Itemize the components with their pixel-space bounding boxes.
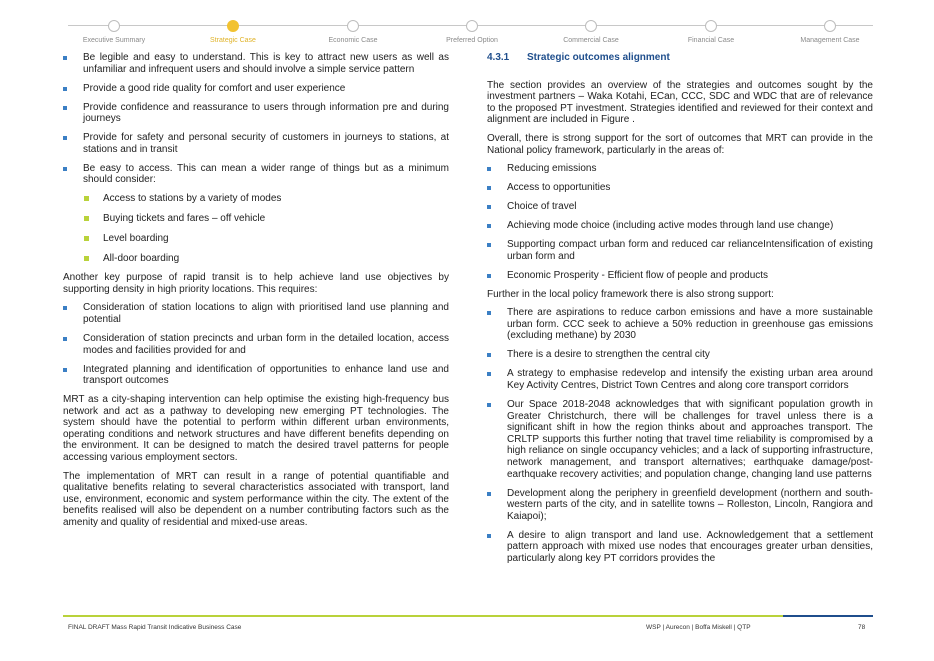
sub-bullet-icon [84, 236, 89, 241]
bullet-icon [487, 186, 491, 190]
bullet-icon [487, 492, 491, 496]
list-item [487, 488, 873, 523]
bullet-icon [63, 167, 67, 171]
list-item [487, 182, 873, 194]
step-label: Economic Case [328, 37, 378, 44]
list-item-text: Economic Prosperity - Efficient flow of people and products [507, 269, 769, 281]
section-title: Strategic outcomes alignment [527, 52, 670, 63]
list-item [63, 132, 449, 155]
nav-step-strategic-case[interactable] [173, 18, 293, 44]
paragraph: Further in the local policy framework there is also strong support: [487, 288, 774, 300]
nav-step-preferred-option[interactable] [412, 18, 532, 44]
sub-list-item-text: Access to stations by a variety of modes [103, 192, 282, 204]
list-item-text: Provide for safety and personal security of customers in journeys to stations, at stations and in transit [83, 132, 449, 155]
paragraph: The section provides an overview of the strategies and outcomes sought by the investment partners – Waka Kotahi, ECan, CCC, SDC and WDC that are of relevance to the proposed PT investment. Strategies identified and reviewed for their context and alignment are included in Figure . [487, 79, 873, 126]
list-item-text: Integrated planning and identification of opportunities to enhance land use and transport outcomes [83, 363, 449, 387]
bullet-icon [487, 224, 491, 228]
nav-step-commercial-case[interactable] [531, 18, 651, 44]
sub-list-item [83, 253, 449, 265]
bullet-icon [487, 534, 491, 538]
list-item-text: Be easy to access. This can mean a wider range of things but as a minimum should consider: [83, 162, 449, 186]
list-item [63, 364, 449, 387]
step-dot-active [227, 20, 239, 32]
paragraph: Another key purpose of rapid transit is to help achieve land use objectives by supporting density in high priority locations. This requires: [63, 272, 449, 295]
list-item-text: Consideration of station locations to align with prioritised land use planning and potential [83, 302, 449, 325]
list-item-text: Consideration of station precincts and urban form in the detailed location, access modes and facilities provided for and [83, 332, 449, 356]
bullet-icon [63, 136, 67, 140]
list-item [487, 270, 873, 282]
sub-bullet-icon [84, 216, 89, 221]
list-item-text: Be legible and easy to understand. This is key to attract new users as well as unfamiliar and infrequent users and should involve a simple service pattern [83, 52, 449, 75]
list-item [487, 368, 873, 391]
nav-step-executive-summary[interactable] [54, 18, 174, 44]
paragraph: Overall, there is strong support for the sort of outcomes that MRT can provide in the National policy framework, particularly in the areas of: [487, 132, 873, 156]
sub-bullet-icon [84, 196, 89, 201]
list-item-text: Provide a good ride quality for comfort and user experience [83, 82, 346, 94]
bullet-icon [63, 306, 67, 310]
list-item [63, 52, 449, 75]
list-item-text: Supporting compact urban form and reduced car relianceIntensification of existing urban form and [507, 239, 873, 262]
step-label: Financial Case [687, 37, 735, 44]
step-label: Management Case [800, 37, 860, 44]
sub-list-item [83, 233, 449, 245]
right-column [487, 52, 873, 572]
step-dot [585, 20, 597, 32]
list-item [487, 201, 873, 213]
sub-list-item-text: Level boarding [103, 233, 169, 245]
footer-rule-blue [783, 615, 873, 617]
list-item-text: Development along the periphery in greenfield development (northern and south-western parts of the city, and in satellite towns – Rolleston, Lincoln, Rangiora and Kaiapoi); [507, 487, 873, 522]
list-item-text: Achieving mode choice (including active modes through land use change) [507, 220, 834, 232]
list-item-text: A strategy to emphasise redevelop and intensify the existing urban area around Key Activity Centres, District Town Centres and along core transport corridors [507, 368, 873, 391]
page-number: 78 [858, 624, 866, 631]
section-number: 4.3.1 [487, 52, 510, 63]
bullet-icon [487, 205, 491, 209]
list-item [63, 163, 449, 265]
list-item [63, 333, 449, 356]
bullet-icon [487, 167, 491, 171]
step-label: Commercial Case [563, 37, 619, 44]
section-progress-nav [68, 18, 873, 48]
step-dot [705, 20, 717, 32]
local-policy-list [487, 307, 873, 564]
footer-document-title: FINAL DRAFT Mass Rapid Transit Indicative Business Case [68, 624, 242, 631]
bullet-icon [63, 87, 67, 91]
bullet-icon [487, 353, 491, 357]
sub-bullet-icon [84, 256, 89, 261]
list-item-text: Provide confidence and reassurance to users through information pre and during journeys [83, 101, 449, 125]
bullet-icon [487, 372, 491, 376]
sub-list-item [83, 213, 449, 225]
step-label: Strategic Case [210, 37, 256, 44]
requirements-list [63, 52, 449, 265]
bullet-icon [63, 106, 67, 110]
list-item [63, 102, 449, 125]
paragraph: MRT as a city-shaping intervention can help optimise the existing high-frequency bus network and act as a pathway to developing new emerging PT technologies. The system should have the potential to perform within different urban environments, operating conditions and network structures and have different benefits depending on the environment. It can be designed to match the desired travel patterns for people accessing various employment sectors. [63, 394, 449, 464]
sub-list-item [83, 193, 449, 205]
land-use-list [63, 302, 449, 386]
step-label: Executive Summary [82, 37, 146, 44]
list-item [487, 239, 873, 262]
paragraph: The implementation of MRT can result in a range of potential quantifiable and qualitative benefits relating to several characteristics associated with transport, land use, environment, economic and system performance within the city. The extent of the benefits realised will also be dependent on a number contributing factors such as the amenity and quality of residential and mixed-use areas. [63, 470, 449, 529]
national-outcomes-list [487, 163, 873, 281]
list-item [487, 530, 873, 565]
list-item-text: Reducing emissions [507, 163, 597, 175]
list-item [487, 163, 873, 175]
list-item-text: Choice of travel [507, 201, 577, 213]
footer-authors: WSP | Aurecon | Boffa Miskell | QTP [646, 624, 751, 631]
section-heading [487, 52, 873, 64]
list-item [63, 83, 449, 95]
list-item [487, 307, 873, 342]
bullet-icon [63, 337, 67, 341]
list-item-text: Our Space 2018-2048 acknowledges that with significant population growth in Greater Christchurch, there will be challenges for travel unless there is a significant shift in how the region thinks about and approaches transport. The CRLTP supports this further noting that travel time reliability is compromised by a high reliance on single occupancy vehicles; and a lack of supporting infrastructure, network management, and transport alternatives; earthquake damage/post-earthquake recovery activities; and population change, changing land use patterns [507, 398, 873, 480]
bullet-icon [487, 243, 491, 247]
sub-list-item-text: Buying tickets and fares – off vehicle [103, 213, 266, 224]
list-item-text: There is a desire to strengthen the central city [507, 349, 710, 361]
step-dot [824, 20, 836, 32]
sub-list-item-text: All-door boarding [103, 253, 180, 265]
list-item [487, 220, 873, 232]
footer-rule-green [63, 615, 783, 617]
list-item [487, 399, 873, 480]
step-label: Preferred Option [446, 37, 498, 44]
left-column [63, 52, 449, 536]
bullet-icon [487, 403, 491, 407]
step-dot [466, 20, 478, 32]
bullet-icon [63, 368, 67, 372]
list-item-text: There are aspirations to reduce carbon emissions and have a more sustainable urban form. CCC seek to achieve a 50% reduction in greenhouse gas emissions (excluding methane) by 2030 [507, 307, 873, 342]
list-item-text: A desire to align transport and land use. Acknowledgement that a settlement pattern approach with mixed use nodes that encourages greater urban densities, particularly along key PT corridors provides the [507, 529, 873, 564]
list-item [487, 349, 873, 361]
list-item-text: Access to opportunities [507, 182, 611, 194]
nav-step-economic-case[interactable] [293, 18, 413, 44]
step-dot [347, 20, 359, 32]
access-sublist [83, 193, 449, 265]
bullet-icon [487, 311, 491, 315]
nav-step-financial-case[interactable] [651, 18, 771, 44]
list-item [63, 302, 449, 325]
bullet-icon [63, 56, 67, 60]
step-dot [108, 20, 120, 32]
footer-rule [63, 615, 873, 617]
nav-step-management-case[interactable] [770, 18, 890, 44]
bullet-icon [487, 274, 491, 278]
